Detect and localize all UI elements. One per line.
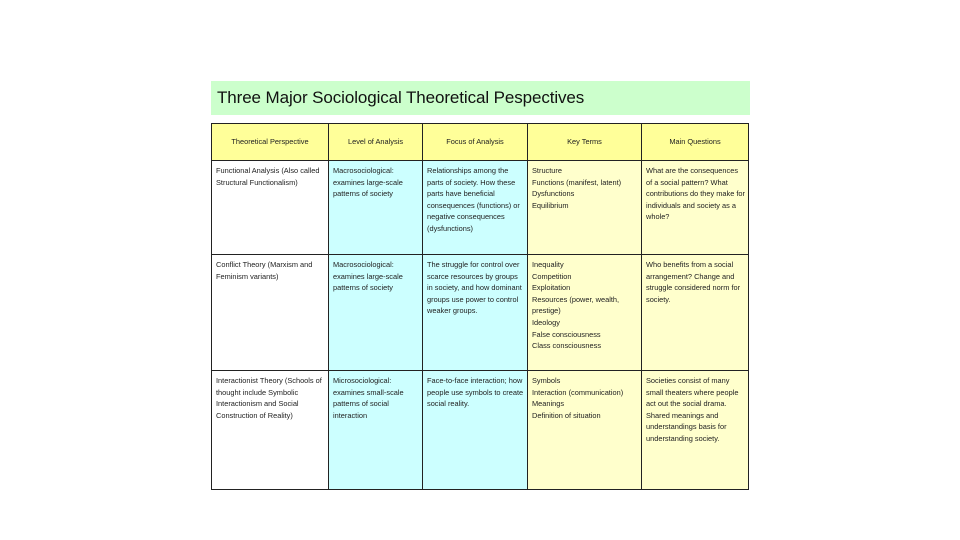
cell-level: Macrosociological: examines large-scale patterns of society xyxy=(329,161,423,255)
header-key-terms: Key Terms xyxy=(528,124,642,161)
perspectives-table xyxy=(211,123,749,490)
header-perspective: Theoretical Perspective xyxy=(212,124,329,161)
key-term: Symbols xyxy=(532,376,561,385)
cell-level: Microsociological: examines small-scale patterns of social interaction xyxy=(329,371,423,490)
page-title: Three Major Sociological Theoretical Pespectives xyxy=(217,88,585,107)
table-header-row xyxy=(212,124,749,161)
title-banner xyxy=(211,81,750,115)
cell-perspective: Conflict Theory (Marxism and Feminism variants) xyxy=(212,255,329,371)
key-term: Meanings xyxy=(532,399,565,409)
table-row xyxy=(212,255,749,371)
cell-questions: Who benefits from a social arrangement? Change and struggle considered norm for society. xyxy=(642,255,749,371)
key-term: Inequality xyxy=(532,260,564,269)
cell-perspective: Functional Analysis (Also called Structural Functionalism) xyxy=(212,161,329,255)
cell-key-terms xyxy=(528,255,642,371)
cell-focus: The struggle for control over scarce resources by groups in society, and how dominant groups use power to control weaker groups. xyxy=(423,255,528,371)
key-term: Competition xyxy=(532,271,572,281)
key-term: Ideology xyxy=(532,317,560,327)
key-term: Dysfunctions xyxy=(532,189,575,199)
header-level: Level of Analysis xyxy=(329,124,423,161)
key-term: Equilibrium xyxy=(532,200,569,210)
cell-key-terms xyxy=(528,161,642,255)
cell-perspective: Interactionist Theory (Schools of thought include Symbolic Interactionism and Social Construction of Reality) xyxy=(212,371,329,490)
cell-level: Macrosociological: examines large-scale patterns of society xyxy=(329,255,423,371)
header-questions: Main Questions xyxy=(642,124,749,161)
cell-questions: Societies consist of many small theaters where people act out the social drama. Shared meanings and understandings basis for understanding society. xyxy=(642,371,749,490)
key-term: Functions (manifest, latent) xyxy=(532,177,622,187)
key-term: Exploitation xyxy=(532,283,571,293)
key-term: Definition of situation xyxy=(532,410,601,420)
key-term: Interaction (communication) xyxy=(532,387,624,397)
cell-focus: Relationships among the parts of society. How these parts have beneficial consequences (functions) or negative consequences (dysfunctions) xyxy=(423,161,528,255)
cell-focus: Face-to-face interaction; how people use symbols to create social reality. xyxy=(423,371,528,490)
key-term: False consciousness xyxy=(532,329,601,339)
table-row xyxy=(212,161,749,255)
table-row xyxy=(212,371,749,490)
cell-questions: What are the consequences of a social pattern? What contributions do they make for individuals and society as a whole? xyxy=(642,161,749,255)
key-term: Resources (power, wealth, prestige) xyxy=(532,294,620,316)
header-focus: Focus of Analysis xyxy=(423,124,528,161)
key-term: Class consciousness xyxy=(532,341,602,351)
key-term: Structure xyxy=(532,166,562,175)
cell-key-terms xyxy=(528,371,642,490)
